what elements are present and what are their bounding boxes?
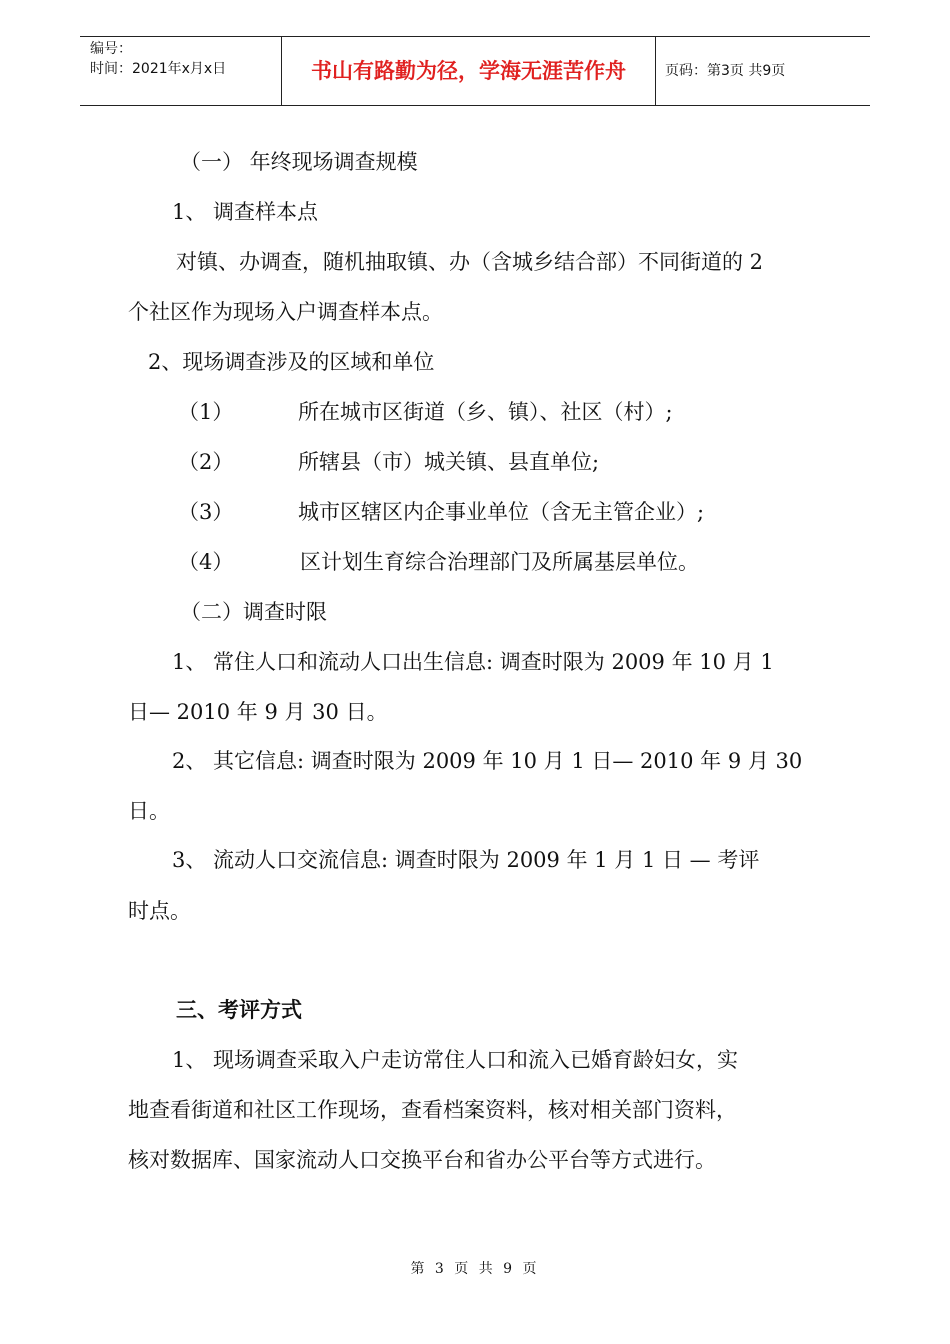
section-1-title: （一） 年终现场调查规模 (180, 150, 418, 174)
area-item-text: 所在城市区街道（乡、镇）、社区（村）; (298, 400, 673, 424)
header-page-info: 页码：第3页 共9页 (665, 63, 786, 79)
section-2-item-2-line-1: 2、 其它信息: 调查时限为 2009 年 10 月 1 日— 2010 年 9 月 30 (172, 749, 803, 773)
section-2-title: （二）调查时限 (180, 600, 327, 624)
area-item-number: （2） (178, 450, 234, 474)
header-motto: 书山有路勤为径，学海无涯苦作舟 (282, 37, 656, 105)
area-item-text: 区计划生育综合治理部门及所属基层单位。 (300, 550, 699, 574)
section-3-para-line-1: 1、 现场调查采取入户走访常住人口和流入已婚育龄妇女，实 (172, 1048, 739, 1072)
area-item-text: 城市区辖区内企事业单位（含无主管企业）; (298, 500, 705, 524)
page-footer: 第 3 页 共 9 页 (410, 1261, 540, 1277)
section-2-item-3-line-2: 时点。 (128, 899, 191, 923)
section-1-item-2: 2、现场调查涉及的区域和单位 (148, 350, 435, 374)
section-1-para-line-2: 个社区作为现场入户调查样本点。 (128, 300, 443, 324)
section-1-para-line-1: 对镇、办调查，随机抽取镇、办（含城乡结合部）不同街道的 2 (176, 250, 764, 274)
header-meta-cell (80, 37, 282, 105)
section-2-item-1-line-2: 日— 2010 年 9 月 30 日。 (128, 700, 388, 724)
section-3-para-line-3: 核对数据库、国家流动人口交换平台和省办公平台等方式进行。 (128, 1148, 716, 1172)
section-1-item-1: 1、 调查样本点 (172, 200, 319, 224)
section-2-item-3-line-1: 3、 流动人口交流信息: 调查时限为 2009 年 1 月 1 日 — 考评 (172, 848, 760, 872)
area-item-number: （1） (178, 400, 234, 424)
section-2-item-2-line-2: 日。 (128, 799, 170, 823)
date-label: 时间：2021年x月x日 (90, 61, 227, 77)
section-3-title: 三、考评方式 (176, 998, 302, 1022)
code-label: 编号： (90, 41, 132, 57)
area-item-number: （3） (178, 500, 234, 524)
section-3-para-line-2: 地查看街道和社区工作现场，查看档案资料，核对相关部门资料， (128, 1098, 737, 1122)
document-header (80, 36, 870, 106)
section-2-item-1-line-1: 1、 常住人口和流动人口出生信息: 调查时限为 2009 年 10 月 1 (172, 650, 774, 674)
area-item-text: 所辖县（市）城关镇、县直单位; (298, 450, 600, 474)
area-item-number: （4） (178, 550, 234, 574)
